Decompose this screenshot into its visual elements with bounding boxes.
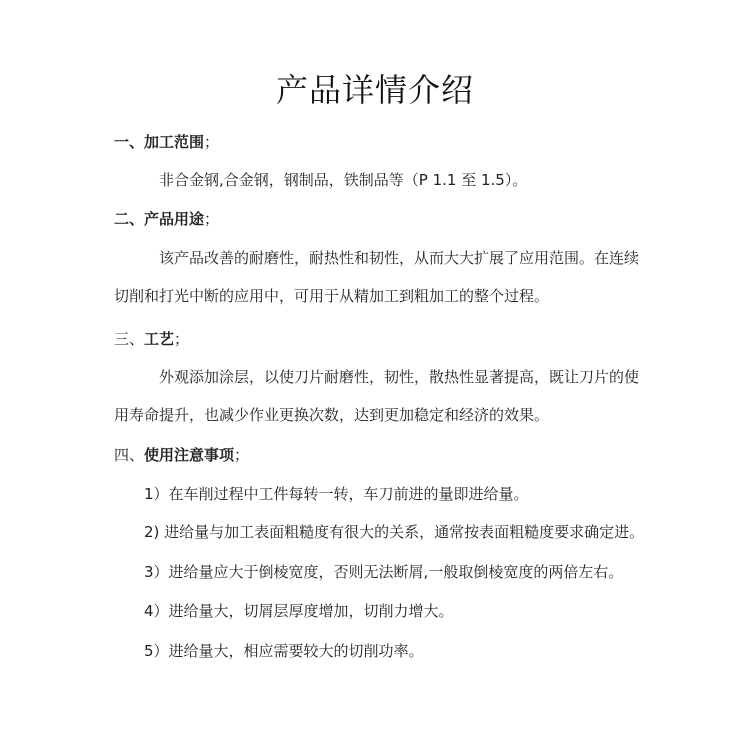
list-item: 4）进给量大，切屑层厚度增加，切削力增大。 (144, 602, 454, 620)
section-heading-tail: ； (234, 446, 250, 464)
list-item: 2) 进给量与加工表面粗糙度有很大的关系，通常按表面粗糙度要求确定进。 (144, 523, 645, 541)
section-paragraph-craft: 外观添加涂层，以使刀片耐磨性，韧性，散热性显著提高，既让刀片的使用寿命提升，也减少作业更换次数，达到更加稳定和经济的效果。 (114, 368, 640, 424)
section-number: 二、 (114, 210, 145, 228)
list-item: 5）进给量大，相应需要较大的切削功率。 (144, 642, 424, 660)
section-heading-tail: ； (174, 330, 190, 348)
section-paragraph-processing-range: 非合金钢,合金钢，钢制品，铁制品等（P 1.1 至 1.5）。 (159, 171, 528, 189)
section-number: 四、 (114, 446, 145, 464)
section-heading-product-use (114, 208, 219, 230)
list-item: 3）进给量应大于倒棱宽度，否则无法断屑,一般取倒棱宽度的两倍左右。 (144, 563, 624, 581)
section-paragraph-product-use: 该产品改善的耐磨性，耐热性和韧性，从而大大扩展了应用范围。在连续切削和打光中断的应用中，可用于从精加工到粗加工的整个过程。 (114, 249, 640, 305)
section-heading-processing-range (114, 131, 219, 153)
section-number: 三、 (114, 330, 145, 348)
section-heading-label: 加工范围 (144, 133, 205, 151)
section-heading-label: 工艺 (144, 330, 175, 348)
section-number: 一、 (114, 133, 145, 151)
list-item: 1）在车削过程中工件每转一转，车刀前进的量即进给量。 (144, 485, 529, 503)
section-heading-label: 使用注意事项 (144, 446, 235, 464)
section-heading-craft (114, 328, 189, 350)
page-title: 产品详情介绍 (275, 71, 474, 109)
section-heading-usage-notes (114, 444, 249, 466)
section-heading-label: 产品用途 (144, 210, 205, 228)
section-heading-tail: ； (204, 133, 220, 151)
section-heading-tail: ； (204, 210, 220, 228)
